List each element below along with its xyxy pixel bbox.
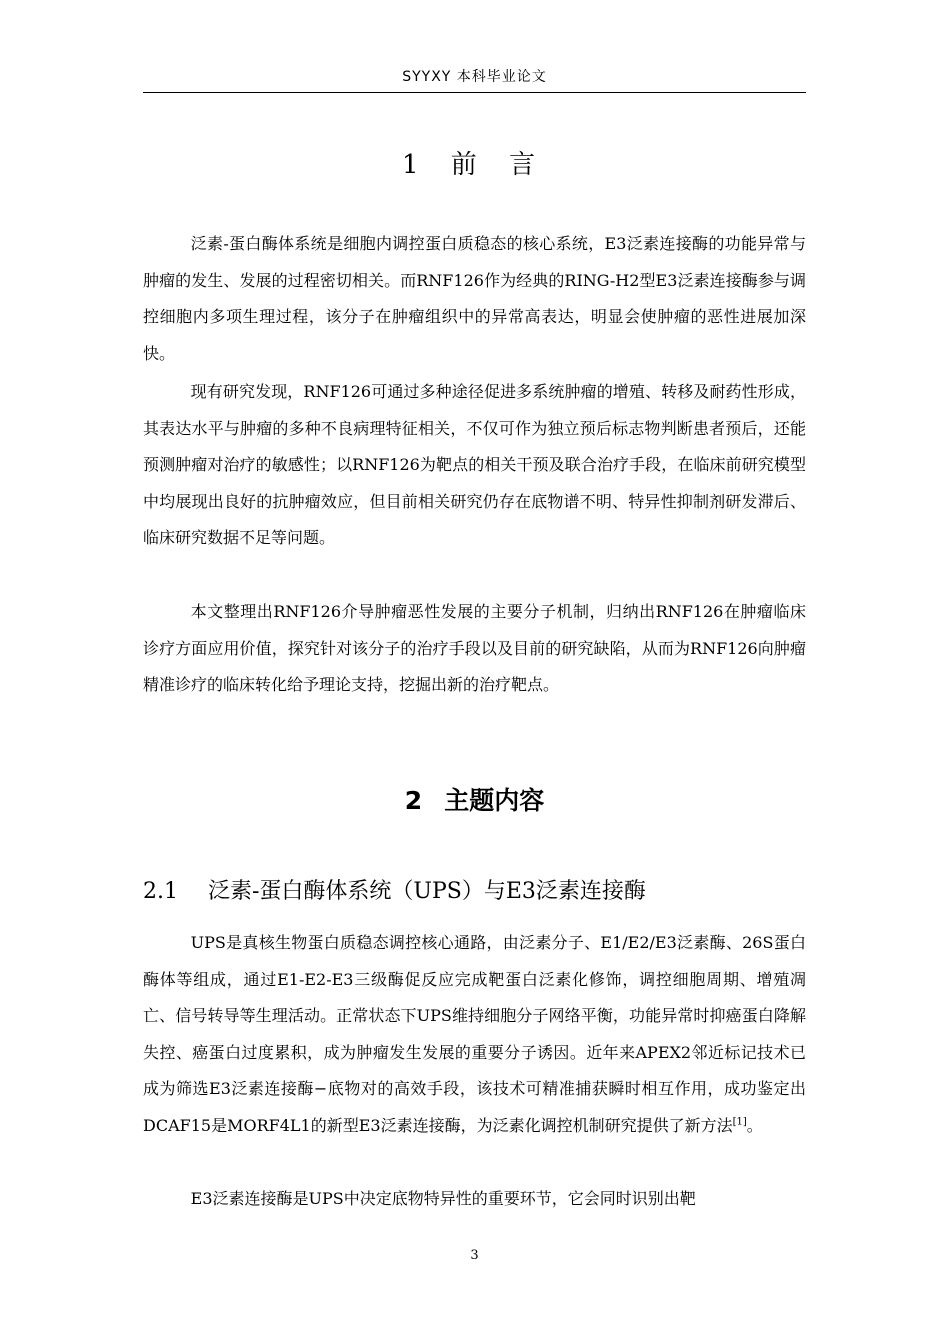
- header-rule: [143, 92, 806, 93]
- section-1-title: 前 言: [450, 150, 548, 180]
- page-number: 3: [470, 1248, 479, 1263]
- section-2-number: 2: [404, 786, 423, 815]
- section-2-title: 主题内容: [444, 786, 545, 815]
- intro-paragraph-1: 泛素-蛋白酶体系统是细胞内调控蛋白质稳态的核心系统，E3泛素连接酶的功能异常与肿瘤的发生、发展的过程密切相关。而RNF126作为经典的RING-H2型E3泛素连接酶参与调控细胞内多项生理过程，该分子在肿瘤组织中的异常高表达，明显会使肿瘤的恶性进展加深快。: [143, 234, 806, 363]
- ups-paragraph-end: 。: [746, 1115, 763, 1135]
- subsection-2-1-heading: [143, 876, 806, 908]
- intro-paragraph-2: 现有研究发现，RNF126可通过多种途径促进多系统肿瘤的增殖、转移及耐药性形成，其表达水平与肿瘤的多种不良病理特征相关，不仅可作为独立预后标志物判断患者预后，还能预测肿瘤对治疗的敏感性；以RNF126为靶点的相关干预及联合治疗手段，在临床前研究模型中均展现出良好的抗肿瘤效应，但目前相关研究仍存在底物谱不明、特异性抑制剂研发滞后、临床研究数据不足等问题。: [143, 382, 806, 548]
- subsection-title: 泛素-蛋白酶体系统（UPS）与E3泛素连接酶: [208, 879, 646, 904]
- e3-paragraph: E3泛素连接酶是UPS中决定底物特异性的重要环节，它会同时识别出靶: [190, 1189, 696, 1208]
- citation-1: [1]: [732, 1116, 747, 1128]
- section-1-heading: [143, 148, 806, 182]
- running-header: SYYXY 本科毕业论文: [402, 69, 547, 85]
- section-1-number: 1: [401, 150, 431, 180]
- subsection-number: 2.1: [143, 879, 178, 904]
- intro-paragraph-3: 本文整理出RNF126介导肿瘤恶性发展的主要分子机制，归纳出RNF126在肿瘤临床诊疗方面应用价值，探究针对该分子的治疗手段以及目前的研究缺陷，从而为RNF126向肿瘤精准诊疗的临床转化给予理论支持，挖掘出新的治疗靶点。: [143, 602, 806, 695]
- section-2-heading: [143, 784, 806, 818]
- ups-paragraph-text: UPS是真核生物蛋白质稳态调控核心通路，由泛素分子、E1/E2/E3泛素酶、26S蛋白酶体等组成，通过E1-E2-E3三级酶促反应完成靶蛋白泛素化修饰，调控细胞周期、增殖凋亡、信号转导等生理活动。正常状态下UPS维持细胞分子网络平衡，功能异常时抑癌蛋白降解失控、癌蛋白过度累积，成为肿瘤发生发展的重要分子诱因。近年来APEX2邻近标记技术已成为筛选E3泛素连接酶−底物对的高效手段，该技术可精准捕获瞬时相互作用，成功鉴定出DCAF15是MORF4L1的新型E3泛素连接酶，为泛素化调控机制研究提供了新方法: [143, 933, 806, 1135]
- ups-paragraph: [143, 925, 806, 1145]
